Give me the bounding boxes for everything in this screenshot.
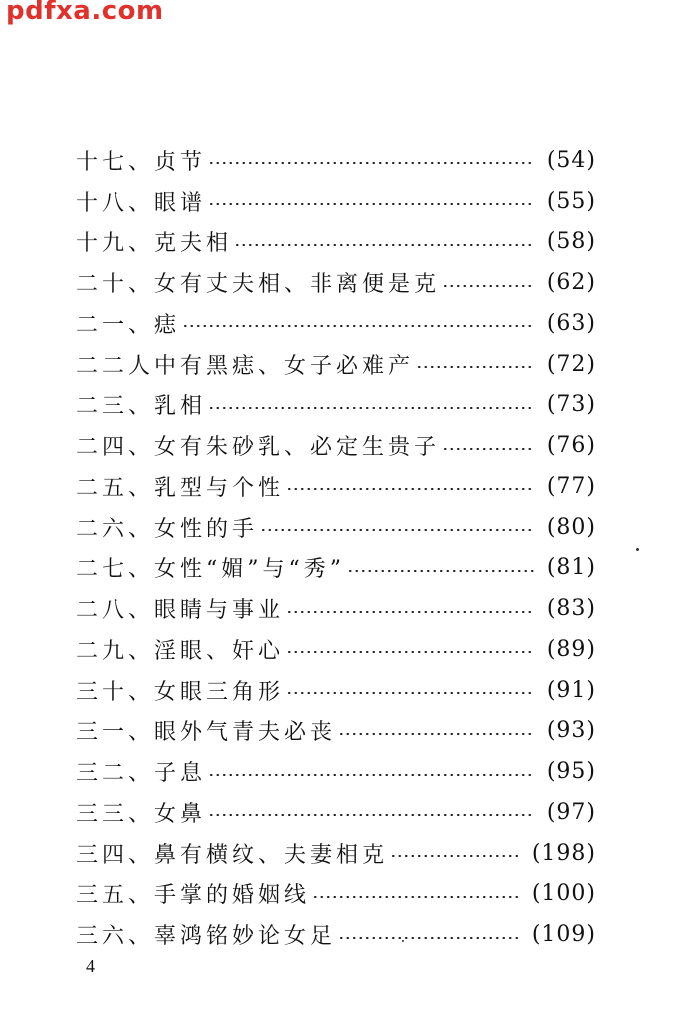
toc-entry-title: 二三、乳相 [76,394,207,420]
toc-entry-title: 二六、女性的手 [76,516,259,542]
dot-leader [208,774,535,776]
toc-entry [76,629,596,670]
toc-entry-title: 三二、子息 [76,761,207,787]
toc-entry-page: (58) [546,229,596,255]
dot-leader [338,733,535,735]
toc-entry-page: (77) [546,473,596,499]
dot-leader [442,448,535,450]
dot-leader [442,285,535,287]
dot-leader [286,488,535,490]
scan-speck [636,548,639,551]
toc-entry-page: (100) [531,881,596,907]
toc-entry [76,670,596,711]
toc-entry [76,262,596,303]
toc-entry-page: (109) [531,922,596,948]
dot-leader [208,814,535,816]
toc-entry-title: 十八、眼谱 [76,190,207,216]
toc-entry [76,181,596,222]
dot-leader [347,570,535,572]
toc-entry [76,833,596,874]
toc-entry-page: (93) [546,718,596,744]
toc-entry-page: (72) [546,351,596,377]
toc-entry [76,507,596,548]
toc-entry-title: 十九、克夫相 [76,231,233,257]
toc-entry [76,548,596,589]
toc-entry-title: 三十、女眼三角形 [76,679,285,705]
toc-entry-title: 三六、辜鸿铭妙论女足 [76,924,337,950]
toc-entry-title: 三五、手掌的婚姻线 [76,883,311,909]
dot-leader [208,162,535,164]
toc-entry [76,425,596,466]
table-of-contents [76,140,596,955]
toc-entry-page: (83) [546,596,596,622]
dot-leader [208,407,535,409]
toc-entry [76,711,596,752]
toc-entry-page: (81) [546,555,596,581]
toc-entry-title: 二七、女性“媚”与“秀” [76,557,345,583]
toc-entry [76,874,596,915]
toc-entry [76,588,596,629]
toc-entry [76,751,596,792]
toc-entry [76,222,596,263]
toc-entry-page: (73) [546,392,596,418]
toc-entry [76,344,596,385]
toc-entry-title: 二八、眼睛与事业 [76,598,285,624]
toc-entry [76,303,596,344]
toc-entry-page: (55) [546,188,596,214]
toc-entry-title: 三四、鼻有横纹、夫妻相克 [76,842,389,868]
dot-leader [286,611,535,613]
dot-leader [182,325,535,327]
toc-entry-title: 二四、女有朱砂乳、必定生贵子 [76,435,441,461]
dot-leader [234,244,535,246]
toc-entry-page: (80) [546,514,596,540]
toc-entry-title: 二九、淫眼、奸心 [76,638,285,664]
toc-entry [76,466,596,507]
toc-entry [76,792,596,833]
toc-entry-page: (91) [546,677,596,703]
toc-entry-title: 二二人中有黑痣、女子必难产 [76,353,415,379]
toc-entry-title: 三一、眼外气青夫必丧 [76,720,337,746]
dot-leader [338,937,520,939]
scan-speck [402,940,404,942]
toc-entry-page: (63) [546,310,596,336]
dot-leader [286,651,535,653]
toc-entry-page: (95) [546,759,596,785]
toc-entry-title: 十七、贞节 [76,149,207,175]
toc-entry-page: (54) [546,147,596,173]
toc-entry-page: (198) [531,840,596,866]
toc-entry [76,914,596,955]
dot-leader [416,366,535,368]
toc-entry-title: 二一、痣 [76,312,181,338]
toc-entry-page: (89) [546,636,596,662]
dot-leader [260,529,535,531]
toc-entry [76,385,596,426]
toc-entry-page: (76) [546,433,596,459]
dot-leader [312,896,520,898]
toc-entry-title: 二五、乳型与个性 [76,475,285,501]
dot-leader [390,855,520,857]
watermark-logo: pdfxa.com [6,0,164,26]
dot-leader [208,203,535,205]
page-number: 4 [86,956,95,976]
toc-entry-title: 三三、女鼻 [76,801,207,827]
dot-leader [286,692,535,694]
toc-entry-page: (97) [546,799,596,825]
toc-entry-page: (62) [546,270,596,296]
toc-entry [76,140,596,181]
toc-entry-title: 二十、女有丈夫相、非离便是克 [76,272,441,298]
